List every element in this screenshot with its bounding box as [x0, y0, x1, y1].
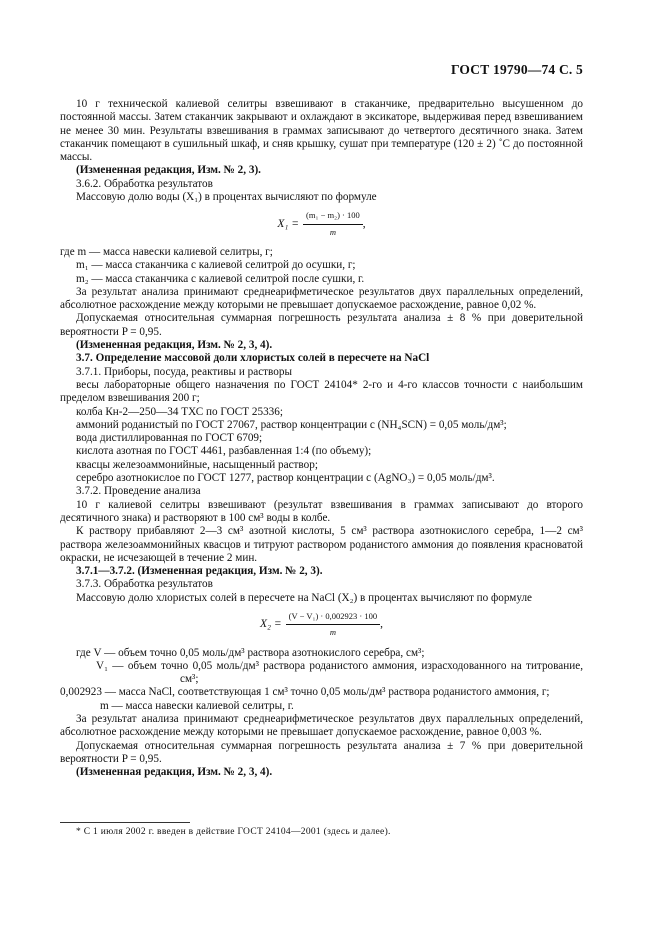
document-body — [60, 98, 583, 780]
formula-fraction — [303, 209, 363, 239]
paragraph: 10 г технической калиевой селитры взвешивают в стаканчике, предварительно высушенном до постоянной массы. Затем стаканчик закрывают и охлаждают в эксикаторе, выдерживая перед взвешиванием не менее 30 мин. Результаты взвешивания в граммах записывают до четвертого десятичного знака. Затем стаканчик помещают в сушильный шкаф, и сняв крышку, сушат при температуре (120 ± 2) ˚С до постоянной массы. — [60, 98, 583, 164]
definition: m₂ — масса стаканчика с калиевой селитрой после сушки, г. — [76, 272, 365, 285]
paragraph: Массовую долю воды (X₁) в процентах вычисляют по формуле — [76, 191, 377, 204]
section-heading: 3.7.3. Обработка результатов — [76, 578, 213, 591]
list-item: квасцы железоаммонийные, насыщенный раствор; — [76, 458, 318, 471]
formula-fraction — [286, 610, 380, 640]
paragraph: Массовую долю хлористых солей в пересчете на NaCl (X₂) в процентах вычисляют по формуле — [76, 591, 533, 604]
list-item: весы лабораторные общего назначения по ГОСТ 24104* 2-го и 4-го классов точности с наибольшим пределом взвешивания 200 г; — [60, 378, 583, 405]
section-heading: 3.6.2. Обработка результатов — [76, 177, 213, 190]
list-item: серебро азотнокислое по ГОСТ 1277, раствор концентрации c (AgNO₃) = 0,05 моль/дм³. — [76, 472, 495, 485]
definition: V₁ — объем точно 0,05 моль/дм³ раствора роданистого аммония, израсходованного на титрование, см³; — [96, 659, 583, 686]
definition: m — масса навески калиевой селитры, г. — [100, 699, 294, 712]
section-heading: 3.7. Определение массовой доли хлористых солей в пересчете на NaCl — [76, 352, 430, 365]
formula-tail: , — [380, 618, 383, 631]
definition: 0,002923 — масса NaCl, соответствующая 1 см³ точно 0,05 моль/дм³ раствора роданистого аммония, г; — [60, 686, 550, 699]
paragraph: Допускаемая относительная суммарная погрешность результата анализа ± 8 % при доверительной вероятности P = 0,95. — [60, 312, 583, 338]
amendment-note: (Измененная редакция, Изм. № 2, 3). — [76, 164, 261, 177]
paragraph: За результат анализа принимают среднеарифметическое результатов двух параллельных определений, абсолютное расхождение между которыми не превышает допускаемое расхождение, равное 0,02 %. — [60, 285, 583, 312]
section-heading: 3.7.1. Приборы, посуда, реактивы и растворы — [76, 365, 292, 378]
footnote-divider — [60, 822, 190, 823]
page-header: ГОСТ 19790—74 С. 5 — [450, 62, 583, 77]
amendment-note: (Измененная редакция, Изм. № 2, 3, 4). — [76, 766, 273, 779]
amendment-note: 3.7.1—3.7.2. (Измененная редакция, Изм. № 2, 3). — [76, 565, 323, 578]
list-item: вода дистиллированная по ГОСТ 6709; — [76, 432, 263, 445]
section-heading: 3.7.2. Проведение анализа — [76, 485, 201, 498]
formula-numerator: (m₁ − m₂) · 100 — [303, 209, 363, 224]
paragraph: К раствору прибавляют 2—3 см³ азотной кислоты, 5 см³ раствора азотнокислого серебра, 1—2 см³ раствора железоаммонийных квасцов и титруют раствором роданистого аммония до появления красноватой окраски, не исчезающей в течение 2 мин. — [60, 525, 583, 564]
formula-tail: , — [362, 217, 366, 230]
paragraph: 10 г калиевой селитры взвешивают (результат взвешивания в граммах записывают до второго десятичного знака) и растворяют в 100 см³ воды в колбе. — [60, 498, 583, 524]
definition: где V — объем точно 0,05 моль/дм³ раствора азотнокислого серебра, см³; — [76, 646, 425, 659]
formula-lhs: X₂ = — [260, 618, 282, 631]
formula-lhs: X₁ = — [277, 217, 300, 230]
definition: где m — масса навески калиевой селитры, г; — [60, 245, 273, 258]
list-item: кислота азотная по ГОСТ 4461, разбавленная 1:4 (по объему); — [76, 445, 372, 458]
paragraph: За результат анализа принимают среднеарифметическое результатов двух параллельных определений, абсолютное расхождение между которыми не превышает допускаемое расхождение, равное 0,003 %. — [60, 713, 583, 739]
formula-denominator: m — [329, 226, 336, 237]
list-item: аммоний роданистый по ГОСТ 27067, раствор концентрации c (NH₄SCN) = 0,05 моль/дм³; — [76, 418, 507, 431]
footnote: * С 1 июля 2002 г. введен в действие ГОСТ 24104—2001 (здесь и далее). — [76, 827, 391, 837]
formula-numerator: (V − V₁) · 0,002923 · 100 — [286, 610, 380, 625]
paragraph: Допускаемая относительная суммарная погрешность результата анализа ± 7 % при доверительной вероятности P = 0,95. — [60, 739, 583, 765]
formula-chloride-content — [60, 610, 583, 640]
formula-denominator: m — [329, 627, 336, 638]
amendment-note: (Измененная редакция, Изм. № 2, 3, 4). — [76, 339, 273, 352]
formula-water-content — [60, 209, 583, 239]
definition: m₁ — масса стаканчика с калиевой селитрой до осушки, г; — [76, 259, 356, 272]
list-item: колба Кн-2—250—34 ТХС по ГОСТ 25336; — [76, 405, 283, 418]
